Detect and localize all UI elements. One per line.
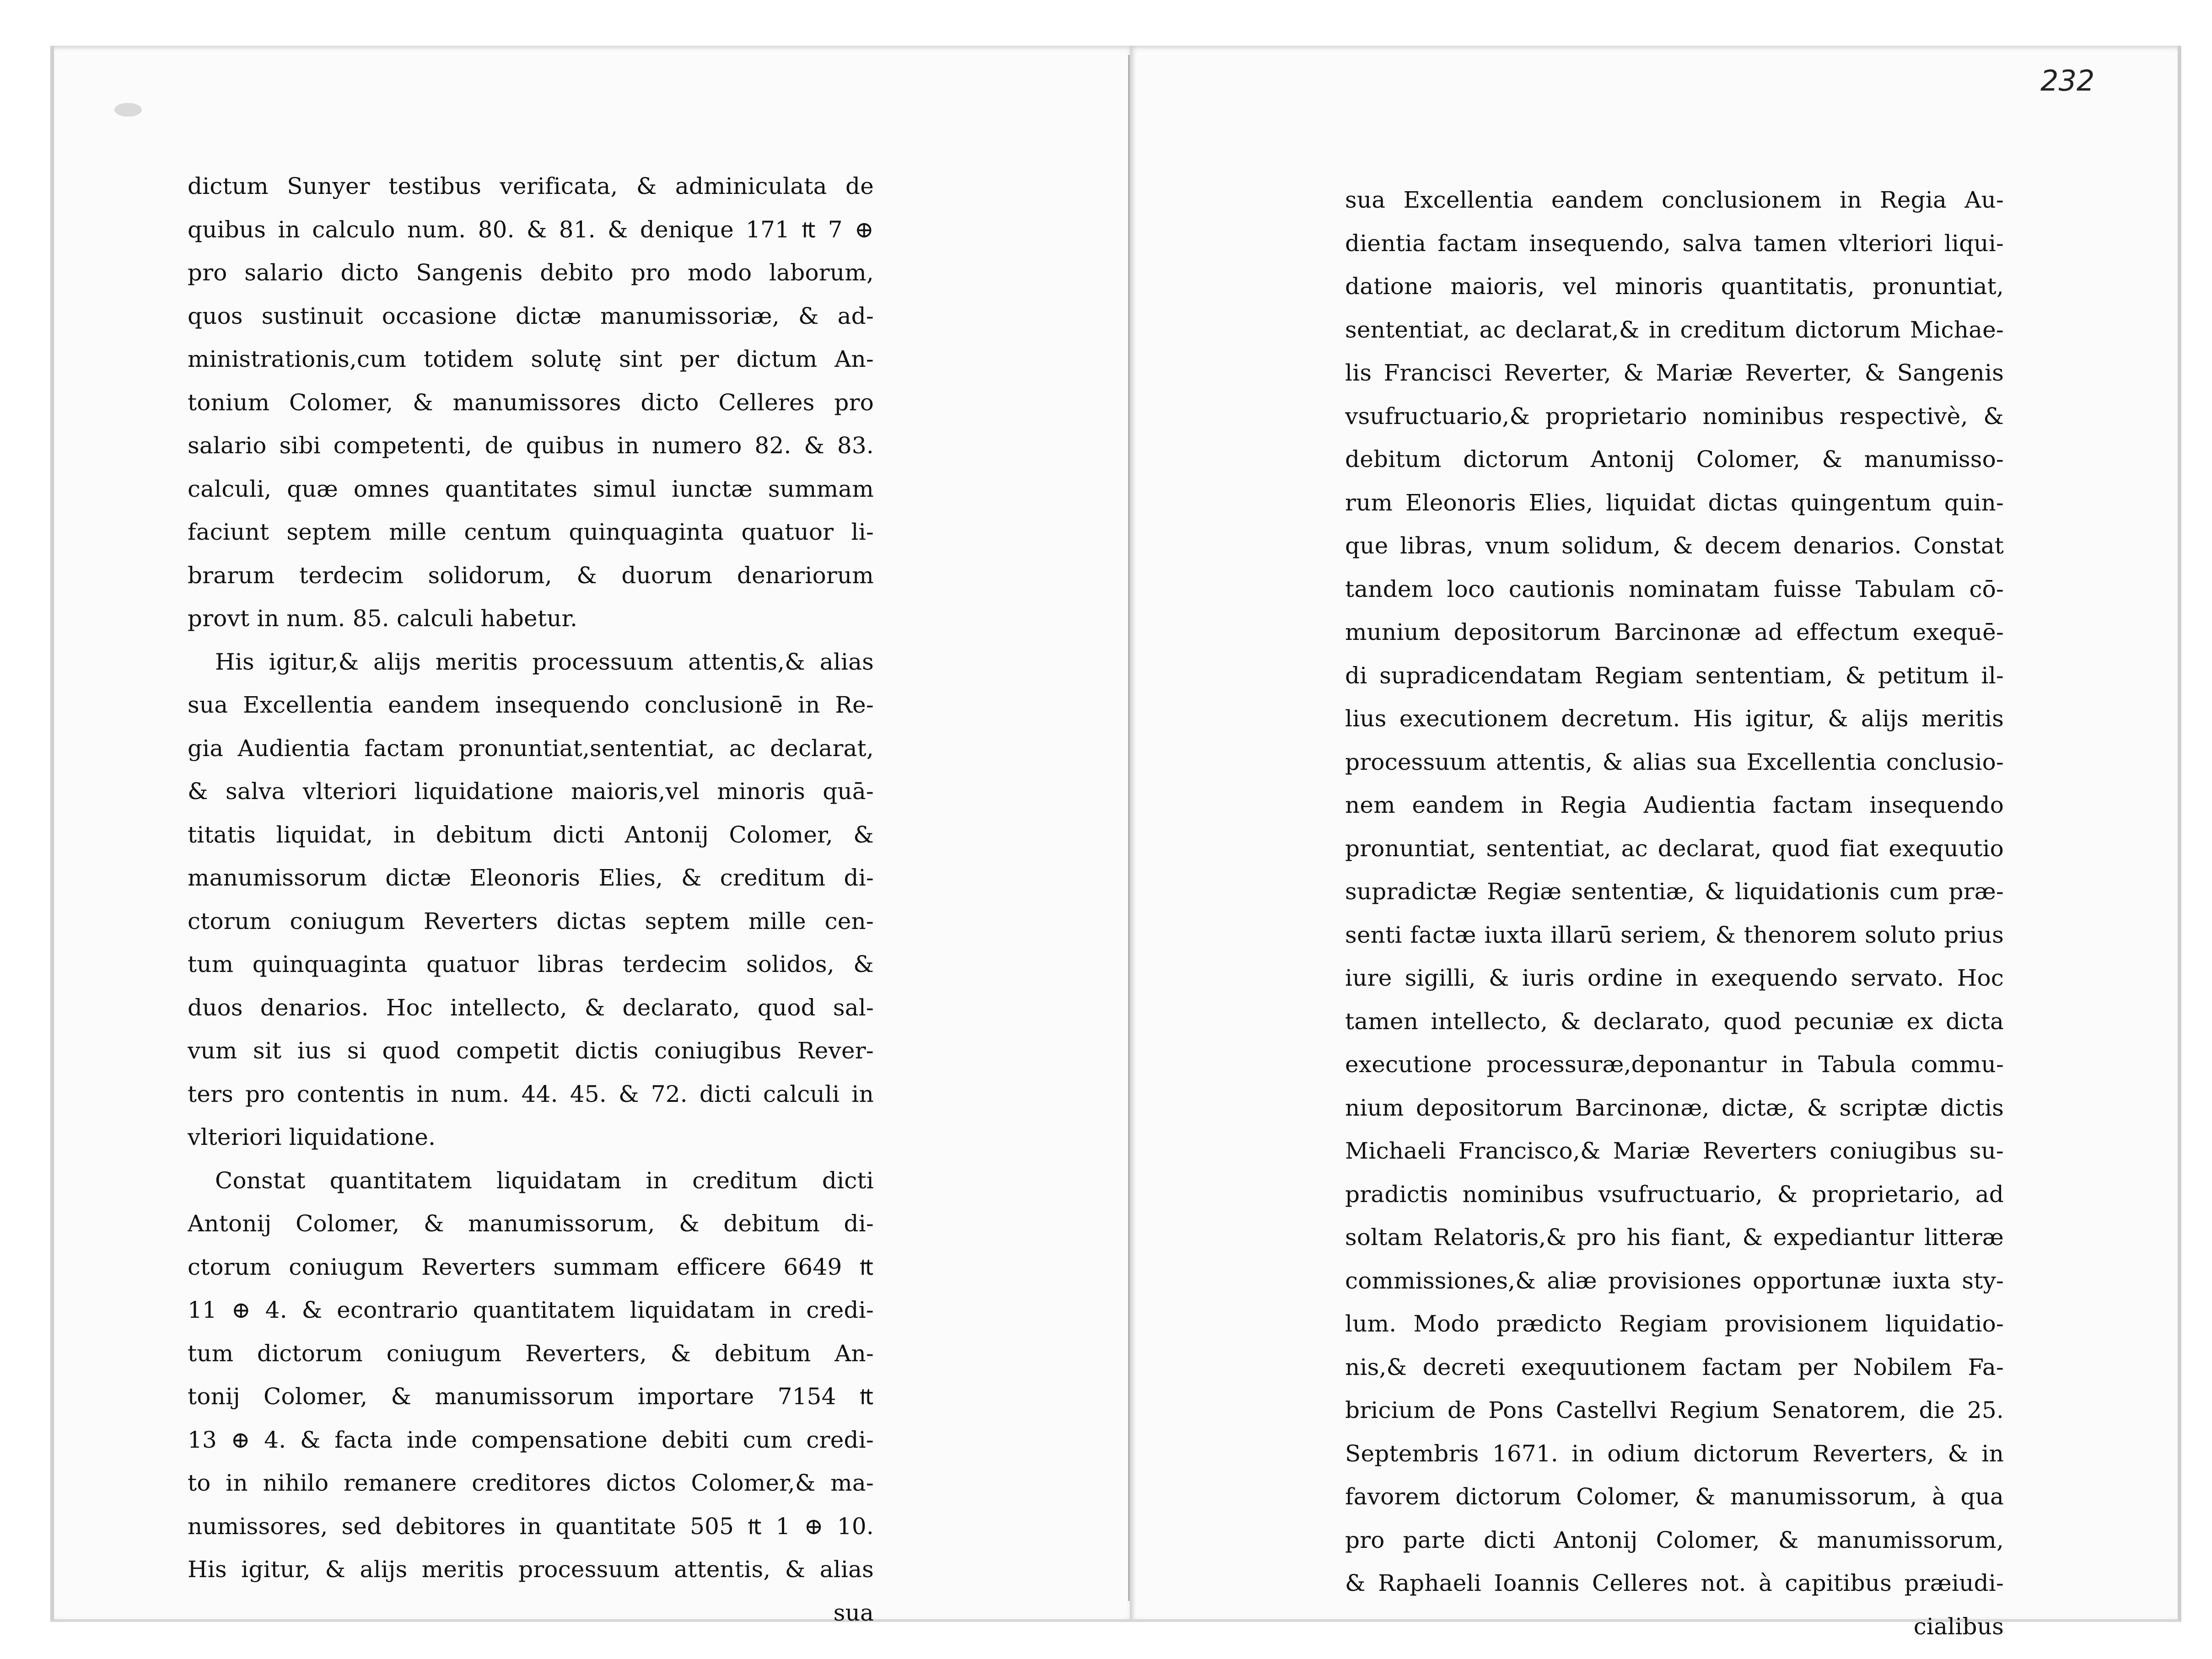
text-line: quos sustinuit occasione dictæ manumissoriæ, & ad- bbox=[188, 302, 874, 329]
text-line: vsufructuario,& proprietario nominibus respectivè, & bbox=[1345, 403, 2004, 430]
text-line: sua Excellentia eandem insequendo conclusionē in Re- bbox=[188, 692, 874, 718]
left-page-text bbox=[188, 165, 874, 1634]
text-line: faciunt septem mille centum quinquaginta quatuor li- bbox=[188, 519, 874, 545]
text-line: His igitur, & alijs meritis processuum attentis, & alias bbox=[188, 1556, 874, 1583]
text-line: tandem loco cautionis nominatam fuisse Tabulam cō- bbox=[1345, 575, 2004, 602]
folio-number: 232 bbox=[2040, 64, 2095, 97]
text-line: rum Eleonoris Elies, liquidat dictas quingentum quin- bbox=[1345, 489, 2004, 516]
text-line: calculi, quæ omnes quantitates simul iunctæ summam bbox=[188, 475, 874, 502]
text-line: lius executionem decretum. His igitur, & alijs meritis bbox=[1345, 705, 2004, 732]
text-line: pradictis nominibus vsufructuario, & proprietario, ad bbox=[1345, 1181, 2004, 1208]
text-line: iure sigilli, & iuris ordine in exequendo servato. Hoc bbox=[1345, 965, 2004, 991]
text-line: ministrationis,cum totidem solutę sint per dictum An- bbox=[188, 346, 874, 372]
text-line: provt in num. 85. calculi habetur. bbox=[188, 605, 578, 632]
text-line: ctorum coniugum Reverters dictas septem mille cen- bbox=[188, 907, 874, 934]
text-line: soltam Relatoris,& pro his fiant, & expediantur litteræ bbox=[1345, 1224, 2004, 1251]
text-line: cialibus bbox=[1913, 1613, 2004, 1640]
text-line: & salva vlteriori liquidatione maioris,vel minoris quā- bbox=[188, 778, 874, 805]
text-line: duos denarios. Hoc intellecto, & declarato, quod sal- bbox=[188, 994, 874, 1021]
text-line: que libras, vnum solidum, & decem denarios. Constat bbox=[1345, 532, 2004, 559]
text-line: dictum Sunyer testibus verificata, & adminiculata de bbox=[188, 173, 874, 199]
text-line: executione processuræ,deponantur in Tabula commu- bbox=[1345, 1051, 2004, 1078]
text-line: manumissorum dictæ Eleonoris Elies, & creditum di- bbox=[188, 864, 874, 891]
text-line: vum sit ius si quod competit dictis coniugibus Rever- bbox=[188, 1037, 874, 1064]
text-line: pro salario dicto Sangenis debito pro modo laborum, bbox=[188, 259, 874, 286]
text-line: Antonij Colomer, & manumissorum, & debitum di- bbox=[188, 1210, 874, 1237]
text-line: pro parte dicti Antonij Colomer, & manumissorum, bbox=[1345, 1526, 2004, 1553]
text-line: tonij Colomer, & manumissorum importare 7154 ₶ bbox=[188, 1383, 874, 1410]
text-line: munium depositorum Barcinonæ ad effectum exequē- bbox=[1345, 619, 2004, 645]
text-line: dientia factam insequendo, salva tamen vlteriori liqui- bbox=[1345, 230, 2004, 257]
text-line: tonium Colomer, & manumissores dicto Celleres pro bbox=[188, 389, 874, 416]
text-line: pronuntiat, sententiat, ac declarat, quod fiat exequutio bbox=[1345, 835, 2004, 862]
text-line: nium depositorum Barcinonæ, dictæ, & scriptæ dictis bbox=[1345, 1094, 2004, 1121]
text-line: tum dictorum coniugum Reverters, & debitum An- bbox=[188, 1340, 874, 1367]
text-line: & Raphaeli Ioannis Celleres not. à capitibus præiudi- bbox=[1345, 1570, 2004, 1596]
text-line: tamen intellecto, & declarato, quod pecuniæ ex dicta bbox=[1345, 1008, 2004, 1035]
book-gutter bbox=[1128, 55, 1131, 1601]
text-line: Michaeli Francisco,& Mariæ Reverters coniugibus su- bbox=[1345, 1138, 2004, 1164]
text-line: processuum attentis, & alias sua Excellentia conclusio- bbox=[1345, 748, 2004, 775]
text-line: lum. Modo prædicto Regiam provisionem liquidatio- bbox=[1345, 1310, 2004, 1337]
text-line: commissiones,& aliæ provisiones opportunæ iuxta sty- bbox=[1345, 1267, 2004, 1294]
text-line: salario sibi competenti, de quibus in numero 82. & 83. bbox=[188, 432, 874, 459]
text-line: titatis liquidat, in debitum dicti Antonij Colomer, & bbox=[188, 821, 874, 848]
text-line: His igitur,& alijs meritis processuum attentis,& alias bbox=[215, 648, 874, 675]
text-line: sententiat, ac declarat,& in creditum dictorum Michae- bbox=[1345, 316, 2004, 343]
text-line: senti factæ iuxta illarū seriem, & thenorem soluto prius bbox=[1345, 921, 2004, 948]
text-line: nis,& decreti exequutionem factam per Nobilem Fa- bbox=[1345, 1353, 2004, 1380]
text-line: 13 ⊕ 4. & facta inde compensatione debiti cum credi- bbox=[188, 1426, 874, 1453]
text-line: 11 ⊕ 4. & econtrario quantitatem liquidatam in credi- bbox=[188, 1297, 874, 1323]
text-line: ters pro contentis in num. 44. 45. & 72. dicti calculi in bbox=[188, 1080, 874, 1107]
text-line: Constat quantitatem liquidatam in creditum dicti bbox=[215, 1167, 874, 1194]
ink-smudge bbox=[114, 103, 142, 117]
text-line: vlteriori liquidatione. bbox=[188, 1124, 436, 1150]
text-line: supradictæ Regiæ sententiæ, & liquidationis cum præ- bbox=[1345, 878, 2004, 905]
text-line: debitum dictorum Antonij Colomer, & manumisso- bbox=[1345, 446, 2004, 472]
text-line: tum quinquaginta quatuor libras terdecim solidos, & bbox=[188, 951, 874, 977]
text-line: ctorum coniugum Reverters summam efficere 6649 ₶ bbox=[188, 1253, 874, 1280]
text-line: quibus in calculo num. 80. & 81. & denique 171 ₶ 7 ⊕ bbox=[188, 216, 874, 243]
text-line: di supradicendatam Regiam sententiam, & petitum il- bbox=[1345, 662, 2004, 689]
right-page-text bbox=[1345, 178, 2004, 1648]
text-line: bricium de Pons Castellvi Regium Senatorem, die 25. bbox=[1345, 1397, 2004, 1423]
text-line: sua bbox=[833, 1599, 874, 1626]
text-line: numissores, sed debitores in quantitate 505 ₶ 1 ⊕ 10. bbox=[188, 1513, 874, 1540]
text-line: sua Excellentia eandem conclusionem in Regia Au- bbox=[1345, 187, 2004, 213]
text-line: to in nihilo remanere creditores dictos Colomer,& ma- bbox=[188, 1470, 874, 1496]
text-line: brarum terdecim solidorum, & duorum denariorum bbox=[188, 562, 874, 589]
text-line: gia Audientia factam pronuntiat,sententiat, ac declarat, bbox=[188, 735, 874, 762]
text-line: favorem dictorum Colomer, & manumissorum, à qua bbox=[1345, 1483, 2004, 1510]
text-line: nem eandem in Regia Audientia factam insequendo bbox=[1345, 792, 2004, 818]
text-line: datione maioris, vel minoris quantitatis, pronuntiat, bbox=[1345, 273, 2004, 300]
text-line: Septembris 1671. in odium dictorum Reverters, & in bbox=[1345, 1440, 2004, 1467]
text-line: lis Francisci Reverter, & Mariæ Reverter, & Sangenis bbox=[1345, 360, 2004, 386]
